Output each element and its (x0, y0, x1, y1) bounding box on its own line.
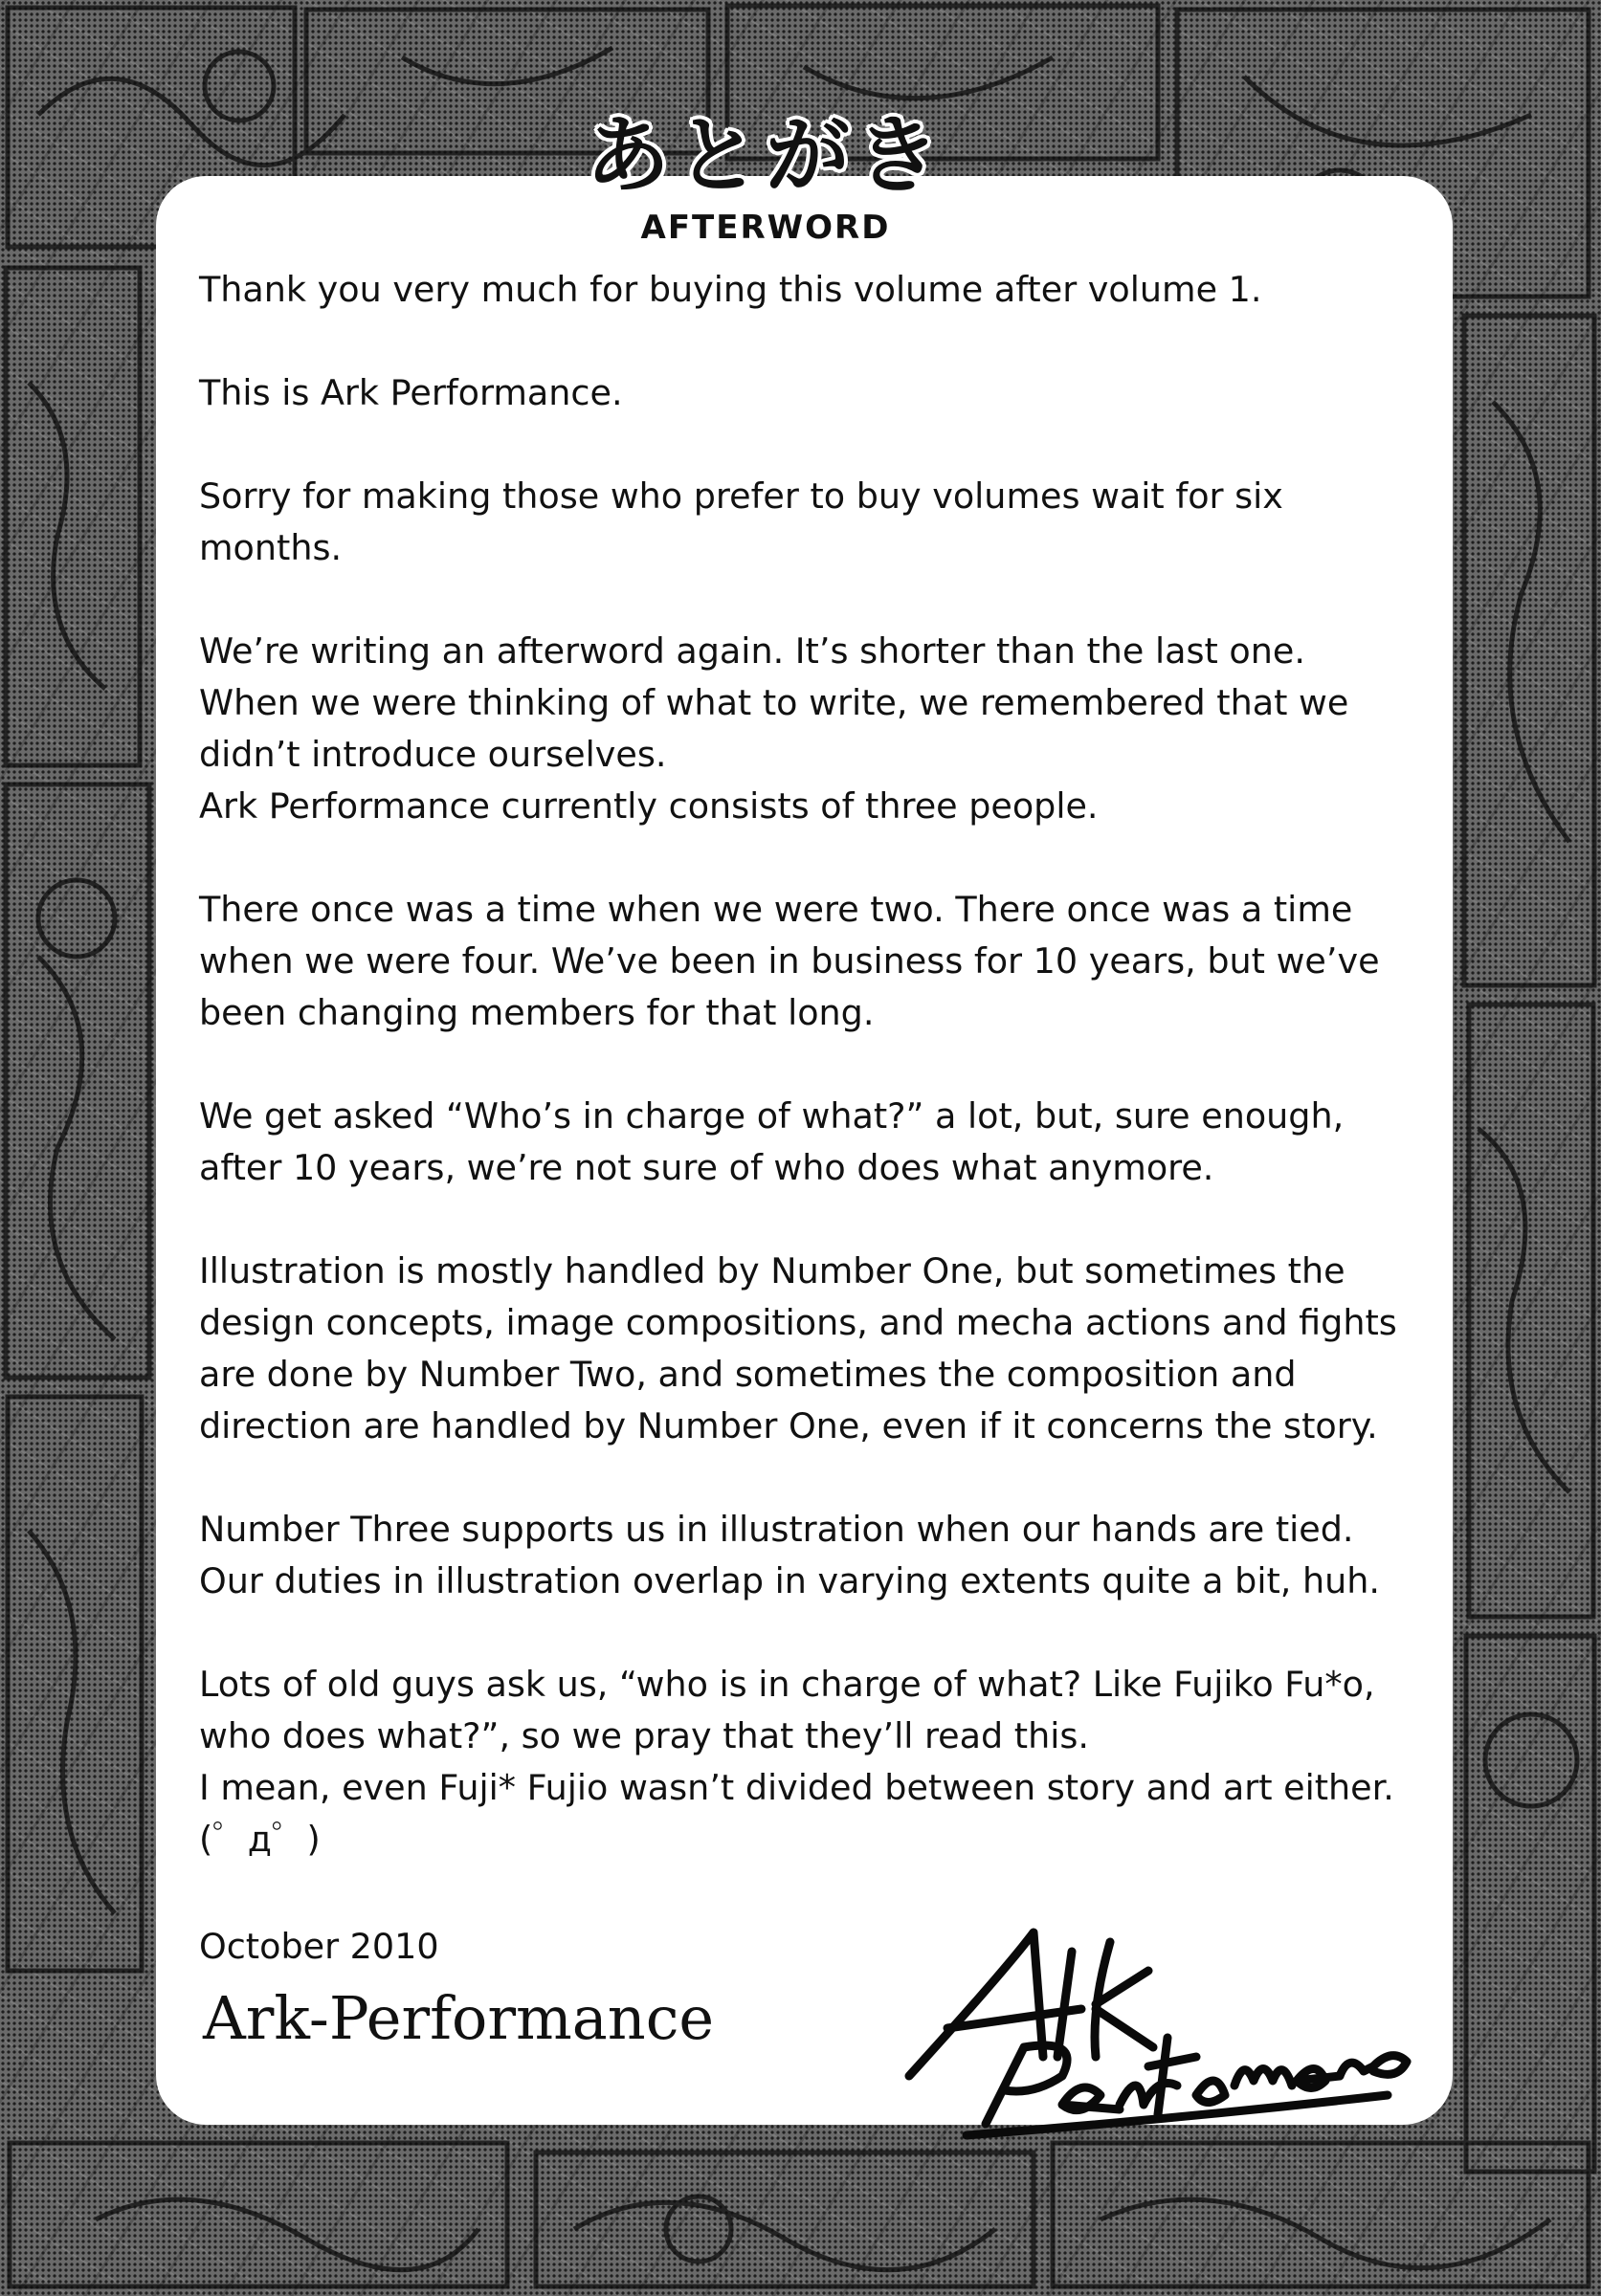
signature-icon (890, 1913, 1426, 2162)
text-line: (゜д゜) (199, 1819, 321, 1860)
text-line: are done by Number Two, and sometimes the composition and (199, 1354, 1297, 1395)
paragraph-8 (199, 1504, 1434, 1607)
signoff-author: Ark-Performance (203, 1983, 715, 2053)
text-line: design concepts, image compositions, and mecha actions and fights (199, 1302, 1397, 1343)
text-line: Illustration is mostly handled by Number One, but sometimes the (199, 1250, 1345, 1292)
text-line: didn’t introduce ourselves. (199, 734, 667, 775)
text-line: direction are handled by Number One, even if it concerns the story. (199, 1405, 1378, 1446)
text-line: who does what?”, so we pray that they’ll read this. (199, 1715, 1089, 1756)
text-line: Lots of old guys ask us, “who is in charge of what? Like Fujiko Fu*o, (199, 1664, 1375, 1705)
title-japanese: あとがき (585, 105, 945, 205)
paragraph-4 (199, 626, 1434, 832)
paragraph-7 (199, 1246, 1434, 1452)
text-line: when we were four. We’ve been in business for 10 years, but we’ve (199, 940, 1380, 982)
paragraph-9 (199, 1659, 1434, 1866)
text-line: Ark Performance currently consists of three people. (199, 785, 1099, 827)
text-line: Number Three supports us in illustration when our hands are tied. (199, 1509, 1354, 1550)
title-english: AFTERWORD (640, 209, 891, 247)
handwritten-signature (890, 1913, 1426, 2162)
afterword-title (478, 105, 1053, 247)
text-line: When we were thinking of what to write, we remembered that we (199, 682, 1349, 723)
text-line: after 10 years, we’re not sure of who does what anymore. (199, 1147, 1214, 1188)
paragraph-6 (199, 1091, 1434, 1194)
paragraph-2 (199, 367, 1434, 419)
text-line: I mean, even Fuji* Fujio wasn’t divided between story and art either. (199, 1767, 1394, 1808)
text-line: months. (199, 527, 343, 568)
text-line: We get asked “Who’s in charge of what?” a lot, but, sure enough, (199, 1095, 1345, 1137)
paragraph-3 (199, 471, 1434, 574)
text-line: Thank you very much for buying this volume after volume 1. (199, 269, 1262, 310)
text-line: This is Ark Performance. (199, 372, 623, 413)
paragraph-5 (199, 884, 1434, 1039)
text-line: been changing members for that long. (199, 992, 875, 1033)
paragraph-1 (199, 264, 1434, 316)
signoff-date: October 2010 (199, 1926, 439, 1967)
text-line: We’re writing an afterword again. It’s shorter than the last one. (199, 630, 1305, 672)
text-line: There once was a time when we were two. There once was a time (199, 889, 1353, 930)
text-line: Sorry for making those who prefer to buy volumes wait for six (199, 475, 1283, 517)
text-line: Our duties in illustration overlap in varying extents quite a bit, huh. (199, 1560, 1380, 1601)
afterword-body (199, 264, 1434, 1917)
